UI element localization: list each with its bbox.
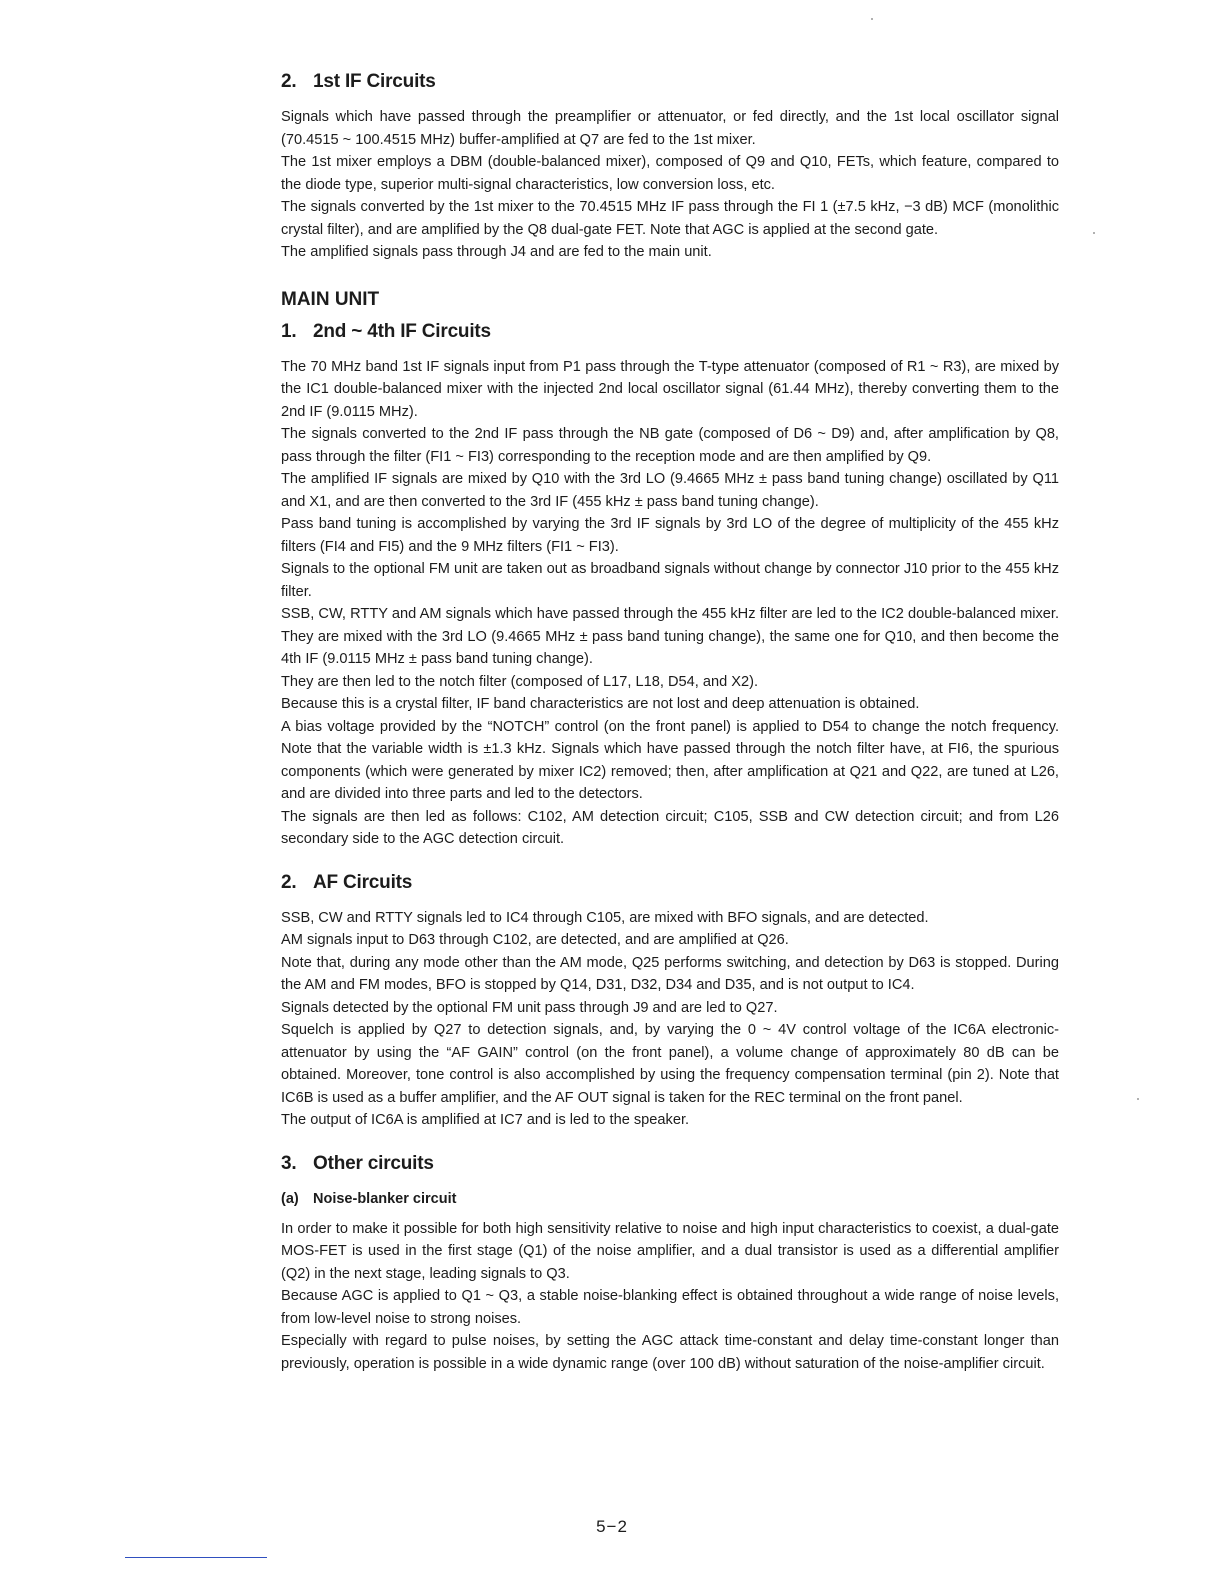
main-unit-heading: MAIN UNIT <box>281 288 380 310</box>
page-number: 5−2 <box>596 1517 628 1536</box>
scan-speck <box>1137 1098 1139 1100</box>
paragraph: Especially with regard to pulse noises, by setting the AGC attack time-constant and delay time-constant longer than previously, operation is possible in a wide dynamic range (over 100 dB) without saturation of the noise-amplifier circuit. <box>281 1333 1059 1372</box>
paragraph: Because this is a crystal filter, IF band characteristics are not lost and deep attenuation is obtained. <box>281 696 920 712</box>
section-heading-1st-if <box>281 68 1059 96</box>
paragraph: Signals to the optional FM unit are taken out as broadband signals without change by connector J10 prior to the 455 kHz filter. <box>281 561 1059 600</box>
paragraph: The 70 MHz band 1st IF signals input from P1 pass through the T-type attenuator (composed of R1 ~ R3), are mixed by the IC1 double-balanced mixer with the injected 2nd local oscillator signal (61.44 MHz), thereby converting them to the 2nd IF (9.0115 MHz). <box>281 358 1059 420</box>
paragraph: In order to make it possible for both high sensitivity relative to noise and high input characteristics to coexist, a dual-gate MOS-FET is used in the first stage (Q1) of the noise amplifier, and a dual transistor is used as a differential amplifier (Q2) in the next stage, leading signals to Q3. <box>281 1220 1059 1282</box>
scan-speck <box>871 18 873 20</box>
section-title: AF Circuits <box>313 871 413 893</box>
section-number: 3. <box>281 1152 297 1174</box>
section-heading-other-circuits <box>281 1150 1059 1178</box>
document-page <box>281 68 1059 1375</box>
paragraph: The output of IC6A is amplified at IC7 and is led to the speaker. <box>281 1112 690 1128</box>
section-title: 2nd ~ 4th IF Circuits <box>313 320 491 342</box>
paragraph: SSB, CW and RTTY signals led to IC4 through C105, are mixed with BFO signals, and are detected. <box>281 909 929 926</box>
paragraph: The signals converted to the 2nd IF pass through the NB gate (composed of D6 ~ D9) and, after amplification by Q8, pass through the filter (FI1 ~ FI3) corresponding to the reception mode and are then amplified by Q9. <box>281 426 1059 465</box>
paragraph: The signals are then led as follows: C102, AM detection circuit; C105, SSB and CW detection circuit; and from L26 secondary side to the AGC detection circuit. <box>281 808 1059 847</box>
section-number: 2. <box>281 871 297 893</box>
paragraph: Pass band tuning is accomplished by varying the 3rd IF signals by 3rd LO of the degree of multiplicity of the 455 kHz filters (FI4 and FI5) and the 9 MHz filters (FI1 ~ FI3). <box>281 516 1059 555</box>
paragraph: Signals detected by the optional FM unit pass through J9 and are led to Q27. <box>281 999 778 1016</box>
paragraph: A bias voltage provided by the “NOTCH” control (on the front panel) is applied to D54 to change the notch frequency. Note that the variable width is ±1.3 kHz. Signals which have passed through the notch filter have, at FI6, the spurious components (which were generated by mixer IC2) removed; then, after amplification at Q21 and Q22, are tuned at L26, and are divided into three parts and led to the detectors. <box>281 718 1059 802</box>
section-title: Other circuits <box>313 1152 434 1174</box>
section-heading-if-circuits <box>281 318 1059 346</box>
section-heading-af-circuits <box>281 869 1059 897</box>
footer-rule <box>125 1557 267 1558</box>
paragraph: The 1st mixer employs a DBM (double-balanced mixer), composed of Q9 and Q10, FETs, which feature, compared to the diode type, superior multi-signal characteristics, low conversion loss, etc. <box>281 154 1059 193</box>
paragraph: The amplified signals pass through J4 and are fed to the main unit. <box>281 244 712 260</box>
subsection-title: Noise-blanker circuit <box>313 1190 457 1207</box>
subsection-number: (a) <box>281 1190 299 1207</box>
paragraph: The amplified IF signals are mixed by Q10 with the 3rd LO (9.4665 MHz ± pass band tuning change) oscillated by Q11 and X1, and are then converted to the 3rd IF (455 kHz ± pass band tuning change). <box>281 471 1059 510</box>
paragraph: SSB, CW, RTTY and AM signals which have passed through the 455 kHz filter are led to the IC2 double-balanced mixer. They are mixed with the 3rd LO (9.4665 MHz ± pass band tuning change), the same one for Q10, and then become the 4th IF (9.0115 MHz ± pass band tuning change). <box>281 606 1059 667</box>
paragraph: Note that, during any mode other than the AM mode, Q25 performs switching, and detection by D63 is stopped. During the AM and FM modes, BFO is stopped by Q14, D31, D32, D34 and D35, and is not output to IC4. <box>281 954 1059 993</box>
paragraph: AM signals input to D63 through C102, are detected, and are amplified at Q26. <box>281 932 789 948</box>
section-number: 1. <box>281 320 297 342</box>
paragraph: Squelch is applied by Q27 to detection signals, and, by varying the 0 ~ 4V control voltage of the IC6A electronic-attenuator by using the “AF GAIN” control (on the front panel), a volume change of approximately 80 dB can be obtained. Moreover, tone control is also accomplished by using the frequency compensation terminal (pin 2). Note that IC6B is used as a buffer amplifier, and the AF OUT signal is taken for the REC terminal on the front panel. <box>281 1022 1059 1106</box>
paragraph: They are then led to the notch filter (composed of L17, L18, D54, and X2). <box>281 673 759 690</box>
paragraph: Signals which have passed through the preamplifier or attenuator, or fed directly, and the 1st local oscillator signal (70.4515 ~ 100.4515 MHz) buffer-amplified at Q7 are fed to the 1st mixer. <box>281 109 1059 148</box>
paragraph: Because AGC is applied to Q1 ~ Q3, a stable noise-blanking effect is obtained throughout a wide range of noise levels, from low-level noise to strong noises. <box>281 1288 1059 1327</box>
section-title: 1st IF Circuits <box>313 71 436 92</box>
subsection-heading-noise-blanker <box>281 1188 1059 1210</box>
scan-speck <box>1093 232 1095 234</box>
section-number: 2. <box>281 71 297 92</box>
paragraph: The signals converted by the 1st mixer to the 70.4515 MHz IF pass through the FI 1 (±7.5 kHz, −3 dB) MCF (monolithic crystal filter), and are amplified by the Q8 dual-gate FET. Note that AGC is applied at the second gate. <box>281 199 1059 238</box>
